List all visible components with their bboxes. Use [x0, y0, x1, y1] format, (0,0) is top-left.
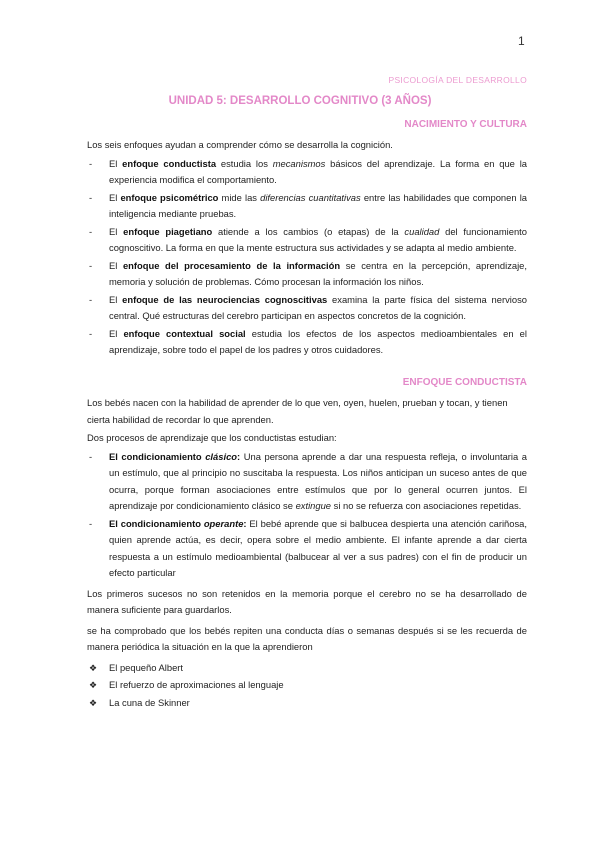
diamond-bullet-icon: ❖ — [89, 680, 98, 690]
list-item: - El enfoque piagetiano atiende a los cambios (o etapas) de la cualidad del funcionamiento cognoscitivo. La forma en que la mente estructura sus actividades y se adapta al medio ambiente. — [89, 225, 528, 253]
page-title: UNIDAD 5: DESARROLLO COGNITIVO (3 AÑOS) — [168, 95, 432, 107]
section1-body — [87, 137, 527, 360]
list-item: - El enfoque psicométrico mide las diferencias cuantitativas entre las habilidades que componen la inteligencia mediante pruebas. — [89, 191, 527, 219]
section2-para3: Los primeros sucesos no son retenidos en la memoria porque el cerebro no se ha desarrollado de manera suficiente para guardarlos. — [87, 587, 527, 615]
diamond-bullet-icon: ❖ — [89, 662, 98, 673]
section1-intro: Los seis enfoques ayudan a comprender cómo se desarrolla la cognición. — [87, 139, 393, 150]
conditioning-list — [87, 449, 527, 582]
list-item: - El enfoque conductista estudia los mecanismos básicos del aprendizaje. La forma en que la experiencia modifica el comportamiento. — [89, 157, 527, 185]
section2-para4: se ha comprobado que los bebés repiten una conducta días o semanas después si se les recuerda de manera periódica la situación en la que la aprendieron — [87, 624, 527, 652]
list-item: - El condicionamiento operante: El bebé aprende que si balbucea despierta una atención cariñosa, quien aprende actúa, es decir, opera sobre el medio ambiente. El infante aprende a dar cierta respuesta a un estímulo medioambiental (balbucear al ver a sus padres) con el fin de producir un efecto particular — [89, 517, 527, 578]
list-item: ❖ La cuna de Skinner — [87, 695, 527, 712]
list-item: ❖ El refuerzo de aproximaciones al lenguaje — [87, 677, 527, 694]
approaches-list — [87, 156, 527, 359]
section2-para1: Los bebés nacen con la habilidad de aprender de lo que ven, oyen, huelen, prueban y tocan, y tienen cierta habilidad de recordar lo que aprenden. — [87, 397, 508, 425]
list-item: - El enfoque contextual social estudia los efectos de los aspectos medioambientales en el aprendizaje, sobre todo el papel de los padres y otros cuidadores. — [89, 327, 527, 355]
page-number: 1 — [518, 34, 525, 48]
section2-para2: Dos procesos de aprendizaje que los conductistas estudian: — [87, 432, 337, 443]
list-item: - El condicionamiento clásico: Una persona aprende a dar una respuesta refleja, o involuntaria a un estímulo, que al principio no suscitaba la respuesta. Los niños anticipan un suceso antes de que ocurra, porque forman asociaciones entre estímulos que por lo general ocurren juntos. El aprendizaje por condicionamiento clásico se extingue si no se refuerza con asociaciones repetidas. — [89, 450, 527, 511]
diamond-bullet-icon: ❖ — [89, 697, 98, 708]
header-subject: PSICOLOGÍA DEL DESARROLLO — [388, 75, 527, 85]
section-heading-nacimiento: NACIMIENTO Y CULTURA — [404, 119, 527, 130]
list-item: - El enfoque de las neurociencias cognoscitivas examina la parte física del sistema nervioso central. Qué estructuras del cerebro participan en aspectos concretos de la cognición. — [89, 293, 527, 321]
section2-body — [87, 395, 527, 712]
list-item: ❖ El pequeño Albert — [87, 660, 527, 677]
examples-list — [87, 660, 527, 712]
list-item: - El enfoque del procesamiento de la información se centra en la percepción, aprendizaje, memoria y solución de problemas. Cómo procesan la información los niños. — [89, 259, 527, 287]
section-heading-conductista: ENFOQUE CONDUCTISTA — [402, 377, 527, 388]
